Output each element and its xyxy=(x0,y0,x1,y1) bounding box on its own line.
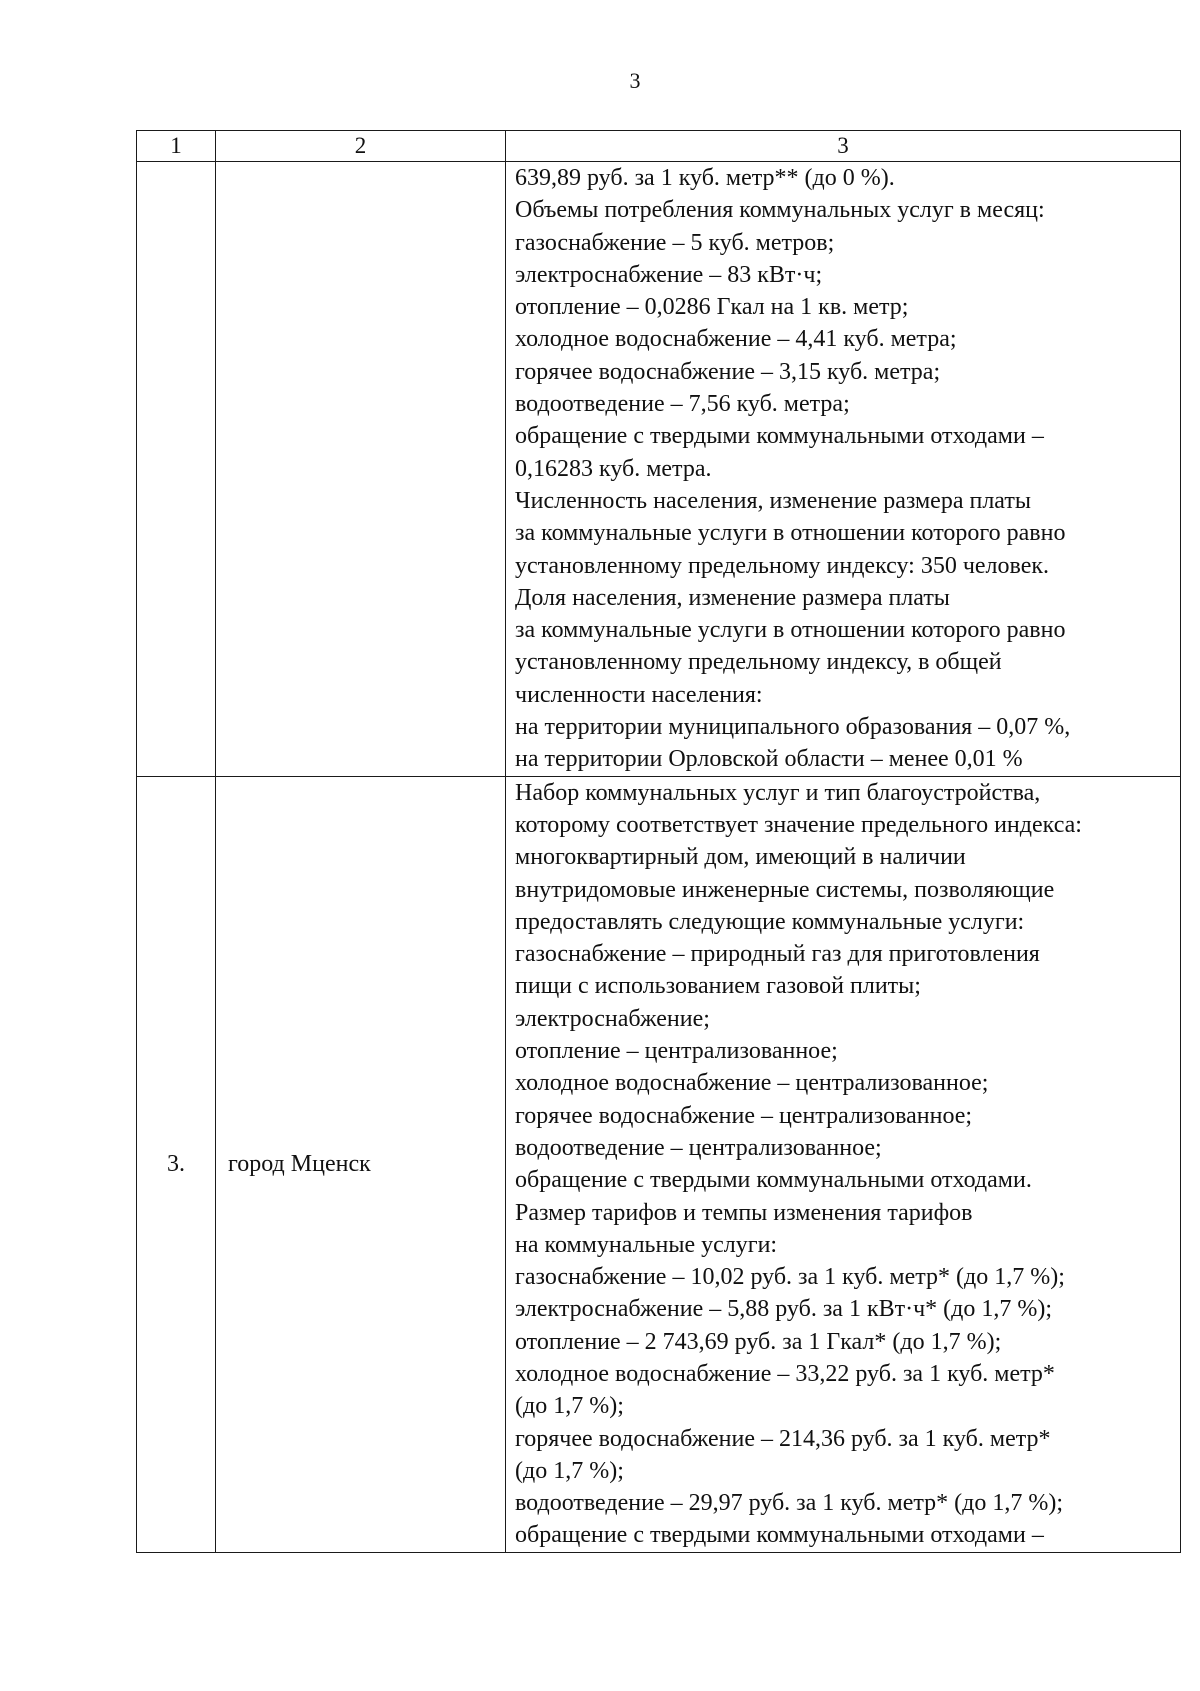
text-line: газоснабжение – природный газ для приготовления xyxy=(515,941,1040,968)
municipality-name-cell xyxy=(216,162,506,777)
page-number: 3 xyxy=(629,68,641,93)
text-line: горячее водоснабжение – 214,36 руб. за 1 куб. метр* xyxy=(515,1425,1051,1452)
text-line: отопление – централизованное; xyxy=(515,1038,838,1065)
text-line: газоснабжение – 10,02 руб. за 1 куб. метр* (до 1,7 %); xyxy=(515,1264,1065,1291)
text-line: предоставлять следующие коммунальные услуги: xyxy=(515,908,1025,935)
municipality-name-cell: город Мценск xyxy=(216,776,506,1552)
text-line: установленному предельному индексу, в общей xyxy=(515,649,1002,676)
text-line: на территории муниципального образования – 0,07 %, xyxy=(515,714,1071,741)
row-number-cell xyxy=(137,162,216,777)
description-cell xyxy=(506,162,1181,777)
table-row xyxy=(137,776,1181,1552)
text-line: 0,16283 куб. метра. xyxy=(515,455,712,482)
header-cell-1: 1 xyxy=(137,131,216,162)
text-line: отопление – 2 743,69 руб. за 1 Гкал* (до 1,7 %); xyxy=(515,1328,1002,1355)
text-line: внутридомовые инженерные системы, позволяющие xyxy=(515,876,1055,903)
text-line: пищи с использованием газовой плиты; xyxy=(515,973,921,1000)
text-line: установленному предельному индексу: 350 человек. xyxy=(515,552,1050,579)
text-line: отопление – 0,0286 Гкал на 1 кв. метр; xyxy=(515,294,909,321)
text-line: численности населения: xyxy=(515,681,763,708)
text-line: которому соответствует значение предельного индекса: xyxy=(515,811,1082,838)
text-line: 639,89 руб. за 1 куб. метр** (до 0 %). xyxy=(515,165,895,191)
header-cell-3: 3 xyxy=(506,131,1181,162)
text-line: электроснабжение – 83 кВт·ч; xyxy=(515,261,823,288)
text-line: газоснабжение – 5 куб. метров; xyxy=(515,229,835,256)
text-line: электроснабжение – 5,88 руб. за 1 кВт·ч* (до 1,7 %); xyxy=(515,1296,1053,1323)
text-line: холодное водоснабжение – централизованное; xyxy=(515,1070,989,1097)
text-line: на коммунальные услуги: xyxy=(515,1231,778,1258)
text-line: холодное водоснабжение – 4,41 куб. метра; xyxy=(515,326,957,353)
text-line: горячее водоснабжение – 3,15 куб. метра; xyxy=(515,358,941,385)
text-line: Численность населения, изменение размера платы xyxy=(515,487,1031,514)
description-cell xyxy=(506,776,1181,1552)
text-line: (до 1,7 %); xyxy=(515,1457,624,1484)
text-line: водоотведение – 7,56 куб. метра; xyxy=(515,391,850,418)
text-line: Объемы потребления коммунальных услуг в месяц: xyxy=(515,197,1045,224)
text-line: Набор коммунальных услуг и тип благоустройства, xyxy=(515,779,1041,806)
text-line: Размер тарифов и темпы изменения тарифов xyxy=(515,1199,973,1226)
text-line: холодное водоснабжение – 33,22 руб. за 1 куб. метр* xyxy=(515,1360,1055,1387)
text-line: на территории Орловской области – менее 0,01 % xyxy=(515,746,1023,773)
text-line: электроснабжение; xyxy=(515,1005,710,1032)
text-line: водоотведение – централизованное; xyxy=(515,1134,882,1161)
text-line: (до 1,7 %); xyxy=(515,1393,624,1420)
table-header-row xyxy=(137,131,1181,162)
text-line: обращение с твердыми коммунальными отходами – xyxy=(515,1522,1044,1549)
text-line: Доля населения, изменение размера платы xyxy=(515,584,950,611)
tariff-table xyxy=(136,130,1181,1553)
text-line: обращение с твердыми коммунальными отходами – xyxy=(515,423,1044,450)
text-line: за коммунальные услуги в отношении которого равно xyxy=(515,520,1066,547)
text-line: горячее водоснабжение – централизованное; xyxy=(515,1102,973,1129)
text-line: обращение с твердыми коммунальными отходами. xyxy=(515,1167,1032,1194)
text-line: за коммунальные услуги в отношении которого равно xyxy=(515,617,1066,644)
text-line: водоотведение – 29,97 руб. за 1 куб. метр* (до 1,7 %); xyxy=(515,1490,1063,1517)
header-cell-2: 2 xyxy=(216,131,506,162)
text-line: многоквартирный дом, имеющий в наличии xyxy=(515,844,966,871)
row-number-cell: 3. xyxy=(137,776,216,1552)
table-row xyxy=(137,162,1181,777)
